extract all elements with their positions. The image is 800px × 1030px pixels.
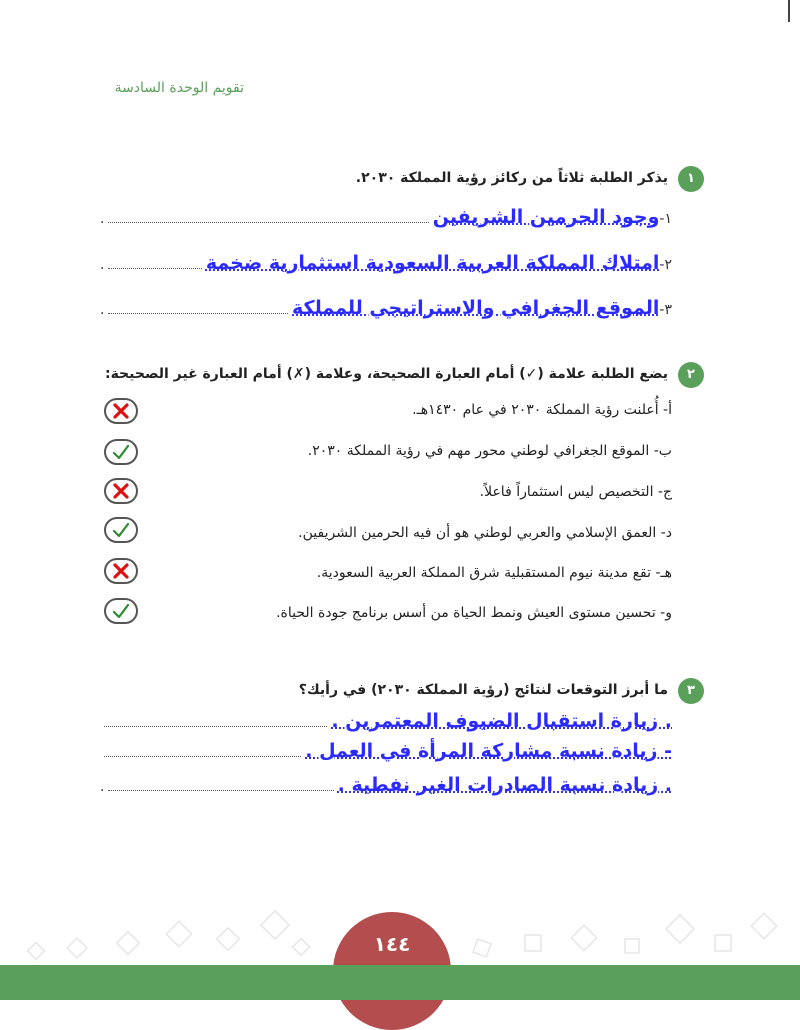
page-number: ١٤٤ [373,932,411,956]
answer-prefix: ١- [659,211,672,227]
line-end-period: . [100,257,105,273]
q3-answer-line-2[interactable] [100,740,672,762]
handwritten-answer: وجود الحرمين الشريفين [432,206,660,228]
statement-b: ب- الموقع الجغرافي لوطني محور مهم في رؤية المملكة ٢٠٣٠. [307,443,672,459]
answer-mark-f[interactable] [104,598,138,624]
handwritten-answer: - زيادة نسبة مشاركة المرأة في العمل . [305,740,672,762]
line-end-period: . [100,779,105,795]
line-end-period: . [100,302,105,318]
handwritten-answer: الموقع الجغرافي والاستراتيجي للمملكة [292,297,660,319]
statement-d: د- العمق الإسلامي والعربي لوطني هو أن فيه الحرمين الشريفين. [298,525,672,541]
q1-answer-line-2[interactable] [100,252,672,274]
handwritten-answer: امتلاك المملكة العربية السعودية استثمارية ضخمة [205,252,660,274]
handwritten-answer: . زيارة استقبال الضيوف المعتمرين . [331,710,672,732]
answer-mark-b[interactable] [104,439,138,465]
footer-pattern-left [10,905,330,965]
question-3-number: ٣ [678,678,704,704]
x-mark-icon [111,482,131,500]
answer-mark-a[interactable] [104,398,138,424]
dotted-line [108,267,201,269]
question-1-text: يذكر الطلبة ثلاثاً من ركائز رؤية المملكة ٢٠٣٠. [355,170,668,186]
statement-f: و- تحسين مستوى العيش ونمط الحياة من أسس برنامج جودة الحياة. [276,605,672,621]
statement-c: ج- التخصيص ليس استثماراً فاعلاً. [479,484,672,500]
q3-answer-line-1[interactable] [100,710,672,732]
handwritten-answer: . زيادة نسبة الصادرات الغير نفطية . [337,774,672,796]
answer-mark-e[interactable] [104,558,138,584]
question-2-number: ٢ [678,362,704,388]
x-mark-icon [111,402,131,420]
q1-answer-line-1[interactable] [100,206,672,228]
dotted-line [108,312,288,314]
answer-mark-c[interactable] [104,478,138,504]
line-end-period: . [100,211,105,227]
q1-answer-line-3[interactable] [100,297,672,319]
page-corner-mark [788,0,790,22]
answer-prefix: ٣- [659,302,672,318]
dotted-line [104,755,301,757]
dotted-line [104,725,327,727]
answer-mark-d[interactable] [104,517,138,543]
footer-bar [0,965,800,1000]
statement-e: هـ- تقع مدينة نيوم المستقبلية شرق المملكة العربية السعودية. [316,565,672,581]
x-mark-icon [111,562,131,580]
dotted-line [108,789,333,791]
footer-pattern-right [455,905,795,965]
question-1-number: ١ [678,166,704,192]
page-header: تقويم الوحدة السادسة [114,80,244,96]
check-mark-icon [111,602,131,620]
q3-answer-line-3[interactable] [100,774,672,796]
answer-prefix: ٢- [659,257,672,273]
statement-a: أ- أُعلنت رؤية المملكة ٢٠٣٠ في عام ١٤٣٠هـ. [412,402,672,418]
question-2-text: يضع الطلبة علامة (✓) أمام العبارة الصحيحة، وعلامة (✗) أمام العبارة غير الصحيحة: [104,366,668,382]
check-mark-icon [111,443,131,461]
check-mark-icon [111,521,131,539]
dotted-line [108,221,428,223]
question-3-text: ما أبرز التوقعات لنتائج (رؤية المملكة ٢٠٣٠) في رأيك؟ [298,682,668,698]
